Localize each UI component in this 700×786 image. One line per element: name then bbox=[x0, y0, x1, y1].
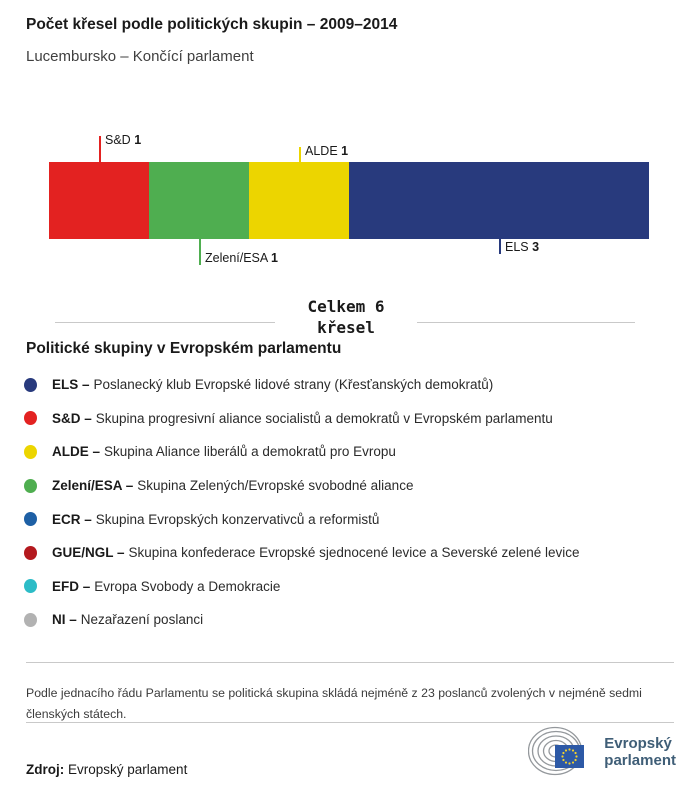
legend-color-dot-sd bbox=[24, 411, 37, 425]
legend-desc: Skupina Evropských konzervativců a reformistů bbox=[95, 511, 380, 527]
legend-color-dot-gue-ngl bbox=[24, 546, 37, 560]
legend-abbr: EFD – bbox=[52, 578, 91, 594]
legend-abbr: NI – bbox=[52, 612, 77, 628]
legend-color-dot-efd bbox=[24, 579, 37, 593]
bar-segment-els bbox=[349, 162, 649, 239]
legend-abbr: Zelení/ESA – bbox=[52, 478, 134, 494]
legend-item-sd bbox=[0, 402, 700, 436]
legend-desc: Skupina Zelených/Evropské svobodné aliance bbox=[137, 478, 414, 494]
bar-segment-alde bbox=[249, 162, 349, 239]
page-title: Počet křesel podle politických skupin – 2009–2014 bbox=[26, 16, 398, 33]
bar-segment-zelen-esa bbox=[149, 162, 249, 239]
seats-stacked-bar-chart bbox=[0, 0, 700, 280]
callout-label: Zelení/ESA 1 bbox=[205, 251, 278, 265]
total-seats-line1: Celkem 6 bbox=[307, 297, 385, 316]
legend-abbr: ELS – bbox=[52, 377, 90, 393]
legend-desc: Poslanecký klub Evropské lidové strany (Křesťanských demokratů) bbox=[93, 377, 494, 393]
source-value: Evropský parlament bbox=[68, 761, 188, 777]
legend-desc: Skupina konfederace Evropské sjednocené levice a Severské zelené levice bbox=[128, 545, 580, 561]
legend-item-ecr bbox=[0, 502, 700, 536]
legend-item-els bbox=[0, 368, 700, 402]
legend-item-efd bbox=[0, 570, 700, 604]
callout-tick bbox=[499, 239, 501, 254]
callout-label: ALDE 1 bbox=[305, 144, 349, 158]
total-seats-label bbox=[276, 296, 416, 338]
callout-label: S&D 1 bbox=[105, 133, 142, 147]
legend-desc: Skupina progresivní aliance socialistů a demokratů v Evropském parlamentu bbox=[95, 410, 553, 426]
legend-desc: Skupina Aliance liberálů a demokratů pro Evropu bbox=[104, 444, 396, 460]
legend-color-dot-ni bbox=[24, 613, 37, 627]
legend-item-zeleni-esa bbox=[0, 469, 700, 503]
rules-note: Podle jednacího řádu Parlamentu se politická skupina skládá nejméně z 23 poslanců zvolených v nejméně sedmi členských státech. bbox=[26, 686, 642, 722]
hemicycle-eu-flag-icon bbox=[528, 726, 596, 778]
callout-tick bbox=[99, 136, 101, 162]
legend-color-dot-ecr bbox=[24, 512, 37, 526]
logo-wordmark bbox=[604, 735, 676, 769]
total-divider-left bbox=[55, 322, 275, 323]
legend-color-dot-els bbox=[24, 378, 37, 392]
bar-segment-s-d bbox=[49, 162, 149, 239]
european-parliament-logo bbox=[528, 726, 676, 778]
callout-tick bbox=[199, 239, 201, 265]
logo-word-1: Evropský bbox=[604, 735, 672, 752]
legend-abbr: ECR – bbox=[52, 511, 92, 527]
legend-heading: Politické skupiny v Evropském parlamentu bbox=[26, 340, 342, 357]
legend-abbr: S&D – bbox=[52, 410, 92, 426]
legend-item-alde bbox=[0, 435, 700, 469]
callout-tick bbox=[299, 147, 301, 162]
logo-word-2: parlament bbox=[604, 752, 676, 769]
legend-item-ni bbox=[0, 603, 700, 637]
legend-abbr: ALDE – bbox=[52, 444, 101, 460]
source-label: Zdroj: bbox=[26, 761, 65, 777]
note-divider-bottom bbox=[26, 722, 674, 723]
legend-desc: Evropa Svobody a Demokracie bbox=[94, 578, 281, 594]
legend-color-dot-alde bbox=[24, 445, 37, 459]
stacked-bar bbox=[49, 162, 649, 239]
legend-item-gue-ngl bbox=[0, 536, 700, 570]
legend-abbr: GUE/NGL – bbox=[52, 545, 125, 561]
total-divider-right bbox=[417, 322, 635, 323]
legend-color-dot-zeleni-esa bbox=[24, 479, 37, 493]
source-line bbox=[26, 762, 187, 777]
total-seats-line2: křesel bbox=[317, 318, 375, 337]
note-divider-top bbox=[26, 662, 674, 663]
legend-desc: Nezařazení poslanci bbox=[80, 612, 204, 628]
legend bbox=[0, 368, 700, 637]
callout-label: ELS 3 bbox=[505, 240, 540, 254]
page-subtitle: Lucembursko – Končící parlament bbox=[26, 48, 254, 65]
total-seats-row bbox=[0, 296, 700, 342]
